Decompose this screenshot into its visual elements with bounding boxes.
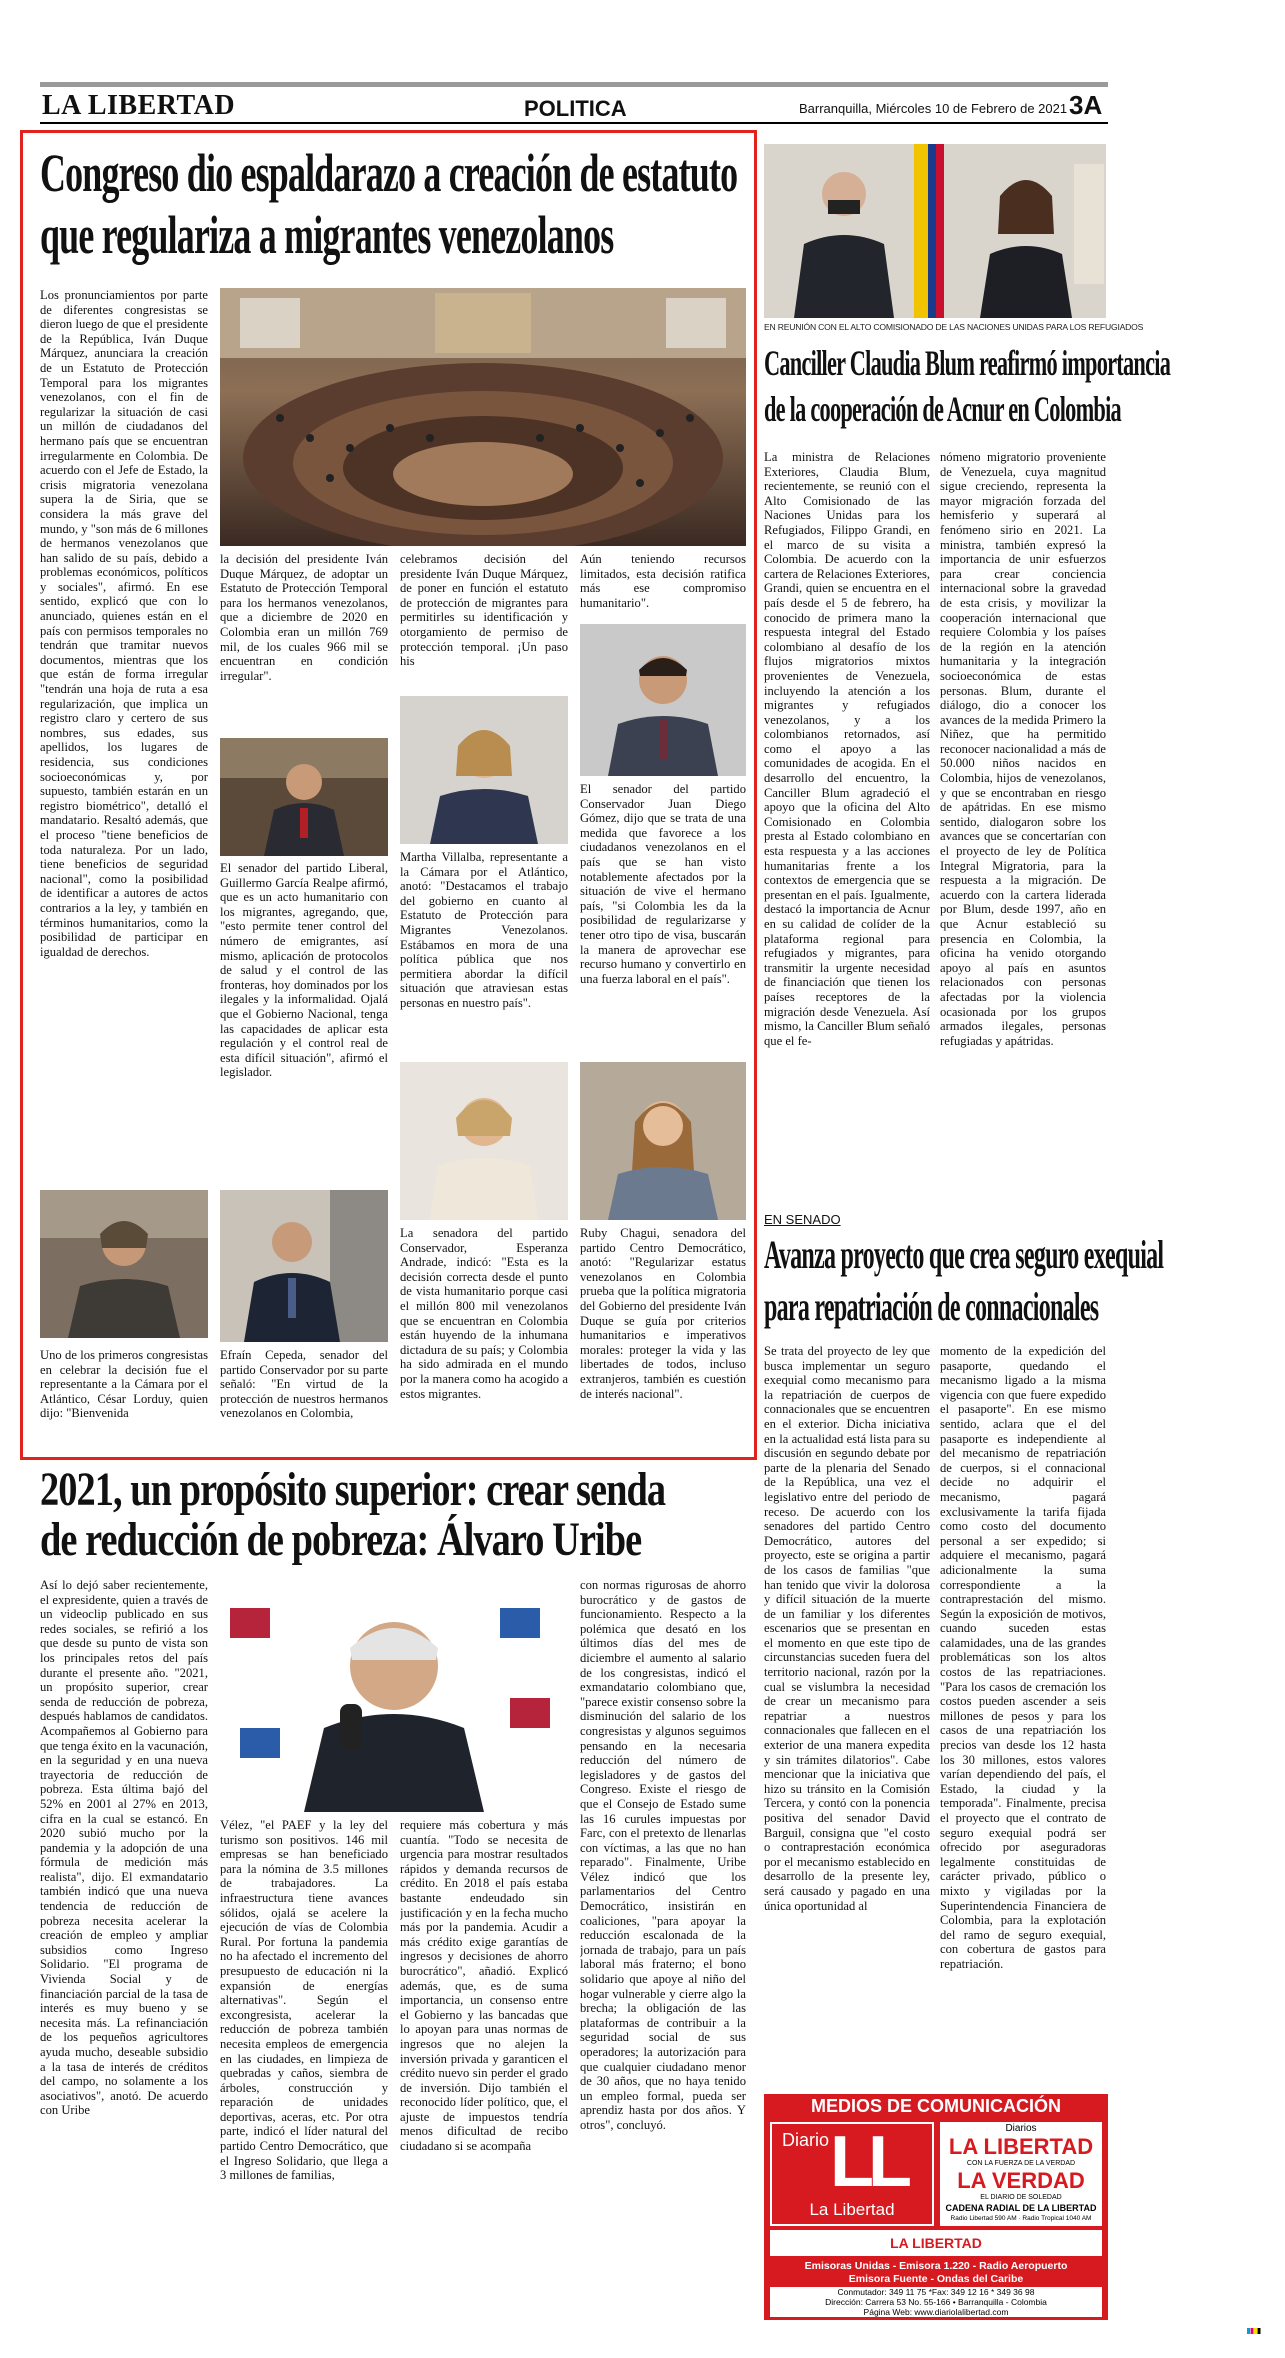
martha-villalba-photo	[400, 696, 568, 844]
exequial-body-col1: Se trata del proyecto de ley que busca implementar un seguro exequial como mecanismo para la repatriación de cuerpos de connacionales que se encuentren en el exterior. Dicha iniciativa en la actualidad está lista para su discusión en segundo debate por parte de la plenaria del Senado de la República, una vez el legislativo entre del periodo de receso. De acuerdo con los senadores del partido Centro Democrático, autores del proyecto, este se origina a partir de los casos de familias "que han tenido que vivir la dolorosa y difícil situación de la muerte de un familiar y los diferentes escenarios que se presentan en el momento en que este tipo de circunstancias suceden fuera del territorio nacional, razón por la cual se vislumbra la necesidad de crear un mecanismo para repatriar a nuestros connacionales que fallecen en el exterior de una manera expedita y sin trámites dilatorios". Cabe mencionar que la iniciativa que hizo su tránsito en la Comisión Tercera, y contó con la ponencia positiva del senador David Barguil, consigna que "el costo o contraprestación económica por el mecanismo establecido en desarrollo de la presente ley, será causado y pagado en una única oportunidad al	[764, 1344, 930, 1913]
lead-body-col1b: Uno de los primeros congresistas en celebrar la decisión fue el representante a la Cámara por el Atlántico, César Lorduy, quien dijo: "Bienvenida	[40, 1348, 208, 1421]
ad-emisoras-line2: Emisora Fuente - Ondas del Caribe	[848, 2273, 1024, 2285]
exequial-kicker: EN SENADO	[764, 1212, 841, 1227]
exequial-headline-line1: Avanza proyecto que crea seguro exequial	[764, 1232, 1164, 1277]
uribe-headline-line2: de reducción de pobreza: Álvaro Uribe	[40, 1513, 642, 1566]
exequial-headline-line2: para repatriación de connacionales	[764, 1284, 1099, 1329]
dateline: Barranquilla, Miércoles 10 de Febrero de 2021	[799, 101, 1068, 116]
ad-logo-caption: La Libertad	[809, 2200, 895, 2219]
lead-headline-line2: que regulariza a migrantes venezolanos	[40, 205, 614, 265]
ad-la-libertad-tagline: CON LA FUERZA DE LA VERDAD	[966, 2160, 1076, 2167]
ad-la-verdad-tagline: EL DIARIO DE SOLEDAD	[980, 2194, 1062, 2201]
ad-conmutador: Conmutador: 349 11 75 *Fax: 349 12 16 * 349 36 98	[837, 2287, 1035, 2297]
uribe-body-col1: Así lo dejó saber recientemente, el expresidente, quien a través de un videoclip publicado en sus redes sociales, se refirió a los que desde su punto de vista son los principales retos del país durante el presente año. "2021, un propósito superior, crear senda de reducción de pobreza, después hablamos de candidatos. Acompañemos al Gobierno para que tenga éxito en la vacunación, en la seguridad y en una nueva trayectoria de reducción de pobreza. Esta última bajó del 52% en 2001 al 27% en 2013, cifra en la cual se estancó. En 2020 subió mucho por la pandemia y la adopción de una fórmula de medición más realista", dijo. El exmandatario también indicó que una nueva tendencia de reducción de pobreza necesita acelerar la creación de empleo y ampliar subsidios como Ingreso Solidario. "El programa de Vivienda Social y de financiación parcial de la tasa de interés es muy bueno y se necesita más. La refinanciación de los pequeños agricultores ayuda mucho, deseable subsidio a la tasa de interés de créditos del campo, no solamente a los asociativos", anotó. De acuerdo con Uribe	[40, 1578, 208, 2118]
uribe-body-col3: requiere más cobertura y más cuantía. "Todo se necesita de urgencia para mostrar resultados rápidos y demanda recursos de crédito. En 2018 el país estaba bastante endeudado sin justificación y en la fecha mucho más por la pandemia. Acudir a más crédito exige garantías de ingresos y decisiones de ahorro burocrático", añadió. Explicó además, que, es de suma importancia, un consenso entre el Gobierno y las bancadas que lo apoyan para unas normas de ingresos que no alejen la inversión privada y garanticen el crédito nuevo sin perder el grado de inversión. Dijo también el reconocido líder político, que, el ajuste de impuestos tendría menos dificultad de recibo ciudadano si se acompaña	[400, 1818, 568, 2154]
ad-direccion: Dirección: Carrera 53 No. 55-166 • Barranquilla - Colombia	[825, 2297, 1047, 2307]
lead-headline-line1: Congreso dio espaldarazo a creación de estatuto	[40, 143, 738, 203]
lead-body-col3c: La senadora del partido Conservador, Esperanza Andrade, indicó: "Esta es la decisión correcta desde el punto de vista humanitario porque casi el millón 800 mil venezolanos que se encuentran en Colombia están huyendo de la inhumana dictadura de su país; y Colombia ha sido admirada en el mundo por la manera como ha acogido a estos migrantes.	[400, 1226, 568, 1401]
acnur-headline-line2: de la cooperación de Acnur en Colombia	[764, 389, 1121, 429]
exequial-body-col2: momento de la expedición del pasaporte, quedando el mecanismo ligado a la misma vigencia con que fuere expedido el pasaporte". En ese mismo sentido, aclara que el del pasaporte es independiente al del mecanismo de repatriación de cuerpos, si el connacional decide no adquirir el mecanismo, pagará exclusivamente la tarifa fijada como costo del documento personal a ser expedido; si adquiere el mecanismo, pagará adicionalmente la suma correspondiente a la contraprestación del mismo. Según la exposición de motivos, cuando suceden estas calamidades, una de las grandes problemáticas son los altos costos de las repatriaciones. "Para los casos de cremación los costos pueden ascender a seis millones de pesos y para los casos de una repatriación los precios van desde los 12 hasta los 30 millones, estos valores varían dependiendo del país, el Estado, la ciudad y la temporada". Finalmente, precisa el proyecto que el contrato de seguro exequial podrá ser ofrecido por aseguradoras legalmente constituidas de carácter privado, público o mixto y vigiladas por la Superintendencia Financiera de Colombia, para la explotación del ramo de seguro exequial, con cobertura de gastos para repatriación.	[940, 1344, 1106, 1971]
acnur-photo-caption: EN REUNIÓN CON EL ALTO COMISIONADO DE LAS NACIONES UNIDAS PARA LOS REFUGIADOS	[764, 322, 1144, 332]
header-top-rule	[40, 82, 1108, 87]
cesar-lorduy-photo	[40, 1190, 208, 1338]
ad-cadena-radial: CADENA RADIAL DE LA LIBERTAD	[945, 2203, 1097, 2213]
uribe-body-col4: con normas rigurosas de ahorro burocrático y de gastos de funcionamiento. Respecto a la polémica que desató en los últimos días del mes de diciembre el aumento al salario de los congresistas, indicó el exmandatario colombiano que, "parece existir consenso sobre la disminución del salario de los congresistas y algunos seguimos pensando en la necesaria reducción del número de legisladores y de gastos del Congreso. Existe el riesgo de que el Consejo de Estado sume las 16 curules impuestas por Farc, con el pretexto de llenarlas con víctimas, a las que no han reparado". Finalmente, Uribe Vélez indicó que los parlamentarios del Centro Democrático, insistirán en coaliciones, "para apoyar la reducción escalonada de la jornada de trabajo, para un país laboral más fraterno; el bono solidario que apoye al niño del hogar vulnerable y cierre algo la brecha; la obligación de las plataformas de contribuir a la seguridad social de sus operadores; la autorización para que cualquier ciudadano menor de 30 años, que no haya tenido un empleo formal, pueda ser aprendiz hasta por dos años. Y otros", concluyó.	[580, 1578, 746, 2132]
congress-hall-photo	[220, 288, 746, 546]
ruby-chagui-photo	[580, 1062, 746, 1220]
acnur-body-col1: La ministra de Relaciones Exteriores, Claudia Blum, recientemente, se reunió con el Alto Comisionado de las Naciones Unidas para los Refugiados, Filippo Grandi, en el marco de su visita a Colombia. De acuerdo con la cartera de Relaciones Exteriores, Grandi, quien se encuentra en el país desde el 5 de febrero, ha conocido de primera mano la respuesta integral del Estado colombiano al desafío de los flujos migratorios mixtos provenientes de Venezuela, incluyendo la atención a los migrantes y refugiados venezolanos, y a los colombianos retornados, así como el apoyo a las comunidades de acogida. En el desarrollo del encuentro, la Canciller Blum agradeció el apoyo que la oficina del Alto Comisionado en Colombia presta al Estado colombiano en esta respuesta y a las acciones humanitarias frente a los contextos de emergencia que se presentan en el país. Igualmente, destacó la importancia de Acnur en su calidad de colíder de la plataforma regional para refugiados y migrantes, para transmitir la urgente necesidad de financiación que tienen los países receptores de la migración desde Venezuela. Así mismo, la Canciller Blum señaló que el fe-	[764, 450, 930, 1048]
blum-grandi-meeting-photo	[764, 144, 1106, 318]
la-libertad-logo: LL	[830, 2122, 906, 2202]
lead-body-col2c: Efraín Cepeda, senador del partido Conservador por su parte señaló: "En virtud de la protección de nuestros hermanos venezolanos en Colombia,	[220, 1348, 388, 1421]
uribe-headline-line1: 2021, un propósito superior: crear senda	[40, 1463, 666, 1516]
senator-garcia-photo	[220, 738, 388, 856]
lead-body-col4b: El senador del partido Conservador Juan Diego Gómez, dijo que se trata de una medida que favorece a los ciudadanos venezolanos en el país que se han visto notablemente afectados por la situación de vive el hermano país, "si Colombia les da la posibilidad de regularizarse y tener otro tipo de visa, buscarán la manera de aprovechar ese recurso humano y convertirlo en una fuerza laboral en el país".	[580, 782, 746, 986]
senator-gomez-photo	[580, 624, 746, 776]
lead-body-col2b: El senador del partido Liberal, Guillermo García Realpe afirmó, que es un acto humanitario con los migrantes, agregando, que, "esto permite tener control del número de emigrantes, así mismo, aplicación de protocolos de salud y el control de las fronteras, hoy dominados por los ilegales y la informalidad. Ojalá que el Gobierno Nacional, tenga las capacidades de aplicar esta regulación y el control real de esta difícil situación", afirmó el legislador.	[220, 861, 388, 1080]
masthead: LA LIBERTAD	[42, 90, 236, 121]
lead-body-col2: la decisión del presidente Iván Duque Márquez, de adoptar un Estatuto de Protección Temporal para los hermanos venezolanos, que a diciembre de 2020 en Colombia eran un millón 769 mil, de los cuales 966 mil se encuentran en condición irregular".	[220, 552, 388, 683]
senator-cepeda-photo	[220, 1190, 388, 1342]
ad-cadena-sub: Radio Libertad 590 AM · Radio Tropical 1040 AM	[950, 2215, 1092, 2222]
ad-la-verdad-title: LA VERDAD	[957, 2168, 1085, 2193]
header-bottom-rule	[40, 122, 1108, 124]
color-registration-mark	[1247, 2321, 1261, 2327]
lead-body-col3: celebramos decisión del presidente Iván Duque Márquez, de poner en función el estatuto de protección de migrantes para permitirles su identificación y otorgamiento de permiso de protección temporal. ¡Un paso his	[400, 552, 568, 669]
ad-la-libertad-title: LA LIBERTAD	[948, 2134, 1094, 2159]
section-title: POLITICA	[524, 96, 627, 121]
lead-body-col4: Aún teniendo recursos limitados, esta decisión ratifica más ese compromiso humanitario".	[580, 552, 746, 610]
lead-body-col3b: Martha Villalba, representante a la Cámara por el Atlántico, anotó: "Destacamos el trabajo del gobierno en cuanto al Estatuto de Protección para Migrantes Venezolanos. Estábamos en mora de una política pública que nos permitiera abordar la difícil situación que atraviesan estas personas en nuestro país".	[400, 850, 568, 1010]
ad-emisoras-line1: Emisoras Unidas - Emisora 1.220 - Radio Aeropuerto	[804, 2260, 1068, 2272]
ad-radio-name: LA LIBERTAD	[890, 2235, 982, 2251]
acnur-headline-line1: Canciller Claudia Blum reafirmó importancia	[764, 343, 1171, 383]
esperanza-andrade-photo	[400, 1062, 568, 1220]
lead-body-col4c: Ruby Chagui, senadora del partido Centro Democrático, anotó: "Regularizar estatus venezolanos en Colombia prueba que la política migratoria del Gobierno del presidente Iván Duque se guía por criterios humanitarios e imperativos morales: proteger la vida y las libertades de todos, incluso extranjeros, también es cuestión de interés nacional".	[580, 1226, 746, 1401]
alvaro-uribe-photo	[220, 1578, 568, 1812]
uribe-body-col2: Vélez, "el PAEF y la ley del turismo son positivos. 146 mil empresas se han beneficiado para la nómina de 3.5 millones de trabajadores. La infraestructura tiene avances sólidos, ojalá se acelere la ejecución de vías de Colombia Rural. Por fortuna la pandemia no ha afectado el incremento del presupuesto de educación ni la expansión de energías alternativas". Según el excongresista, acelerar la reducción de pobreza también necesita empleos de emergencia en las ciudades, en limpieza de quebradas y caños, siembra de árboles, construcción y reparación de unidades deportivas, aceras, etc. Por otra parte, indicó el líder natural del partido Centro Democrático, que el Ingreso Solidario, que llega a 3 millones de familias,	[220, 1818, 388, 2183]
ad-logo-diario: Diario	[782, 2130, 830, 2150]
lead-body-col1: Los pronunciamientos por parte de diferentes congresistas se dieron luego de que el presidente de la República, Iván Duque Márquez, anunciara la creación de un Estatuto de Protección Temporal para los migrantes venezolanos, con el fin de regularizar la situación de casi un millón de ciudadanos del hermano país que se encuentran irregularmente en Colombia. De acuerdo con el Jefe de Estado, la crisis migratoria venezolana supera la de Siria, que se considera la más grave del mundo, y "son más de 6 millones de hermanos venezolanos que han salido de su país, debido a problemas económicos, políticos y sociales", afirmó. En ese sentido, explicó que con lo anunciado, quienes están en el país con permisos temporales no tendrán que tramitar nuevos documentos, mientras que los que están de forma irregular "tendrán una hoja de ruta a esa regularización, que implica un registro claro y certero de sus nombres, sus edades, sus apellidos, los lugares de residencia, sus condiciones socioeconómicas y, por supuesto, también estarán en un registro biométrico", detalló el mandatario. Resaltó además, que el proceso "tiene beneficios de toda naturaleza. Por un lado, tiene beneficios de seguridad nacional", como la posibilidad de identificar a autores de actos contrarios a la ley, y también en términos humanitarios, como la posibilidad de participar en igualdad de derechos.	[40, 288, 208, 959]
acnur-body-col2: nómeno migratorio proveniente de Venezuela, cuya magnitud sigue creciendo, representa la mayor migración forzada del hemisferio y superará al fenómeno sirio en 2021. La ministra, también expresó la importancia de unir esfuerzos para crear conciencia internacional sobre la gravedad de esta crisis, y movilizar la cooperación internacional que requiere Colombia y los países de la región en la atención humanitaria y la integración socioeconómica de estas personas. Blum, durante el diálogo, dio a conocer los avances de la medida Primero la Niñez, que ha permitido reconocer nacionalidad a más de 50.000 niños nacidos en Colombia, hijos de venezolanos, y que se encontraban en riesgo de apátridas. En ese mismo sentido, dialogaron sobre los avances que se concertarían con el proyecto de ley de Política Integral Migratoria, para la respuesta a la migración. De acuerdo con la cartera liderada por Blum, desde 1997, año en que Acnur estableció su presencia en Colombia, la oficina ha venido otorgando apoyo al país en asuntos relacionados con personas afectadas por la violencia ocasionada por los grupos armados ilegales, personas refugiadas y apátridas.	[940, 450, 1106, 1048]
ad-diarios-label: Diarios	[1005, 2123, 1037, 2134]
page-number: 3A	[1069, 90, 1103, 120]
media-ad-banner: MEDIOS DE COMUNICACIÓN	[810, 2096, 1061, 2116]
ad-website: Página Web: www.diariolalibertad.com	[863, 2307, 1009, 2317]
